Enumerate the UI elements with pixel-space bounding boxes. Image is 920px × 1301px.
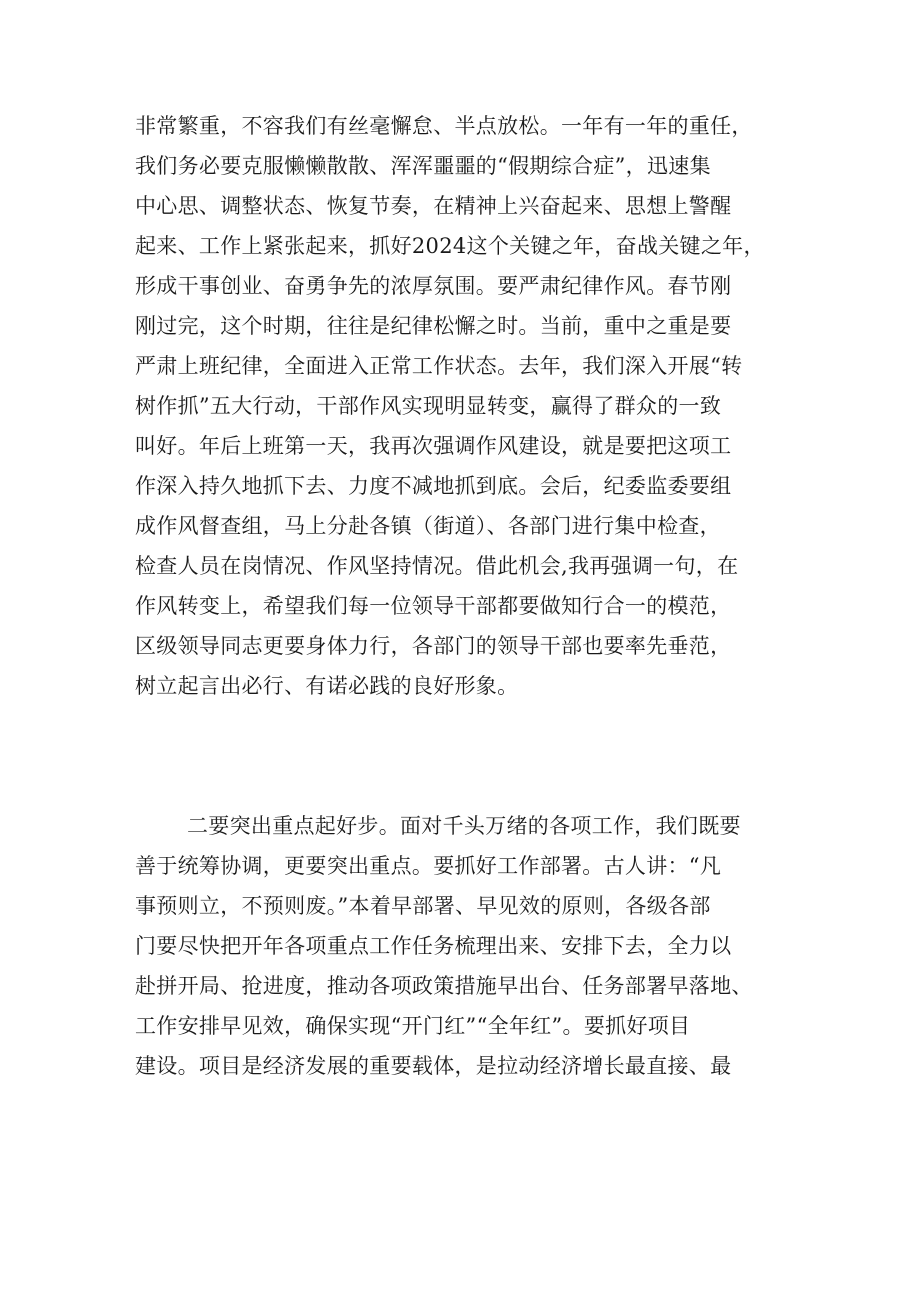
- text-line: 成作风督查组，马上分赴各镇（街道）、各部门进行集中检查，: [135, 514, 721, 538]
- paragraph-discipline: [135, 106, 795, 706]
- text-line: 作风转变上，希望我们每一位领导干部都要做知行合一的模范，: [135, 594, 732, 618]
- text-line-indented: 二要突出重点起好步。面对千头万绪的各项工作，我们既要: [187, 814, 741, 838]
- text-line: 建设。项目是经济发展的重要载体，是拉动经济增长最直接、最: [135, 1054, 732, 1078]
- text-line: 叫好。年后上班第一天，我再次强调作风建设，就是要把这项工: [135, 434, 732, 458]
- text-line: 刚过完，这个时期，往往是纪律松懈之时。当前，重中之重是要: [135, 314, 732, 338]
- text-line: 门要尽快把开年各项重点工作任务梳理出来、安排下去，全力以: [135, 934, 732, 958]
- text-line: 非常繁重，不容我们有丝毫懈怠、半点放松。一年有一年的重任，: [135, 114, 753, 138]
- text-line: 我们务必要克服懒懒散散、浑浑噩噩的“假期综合症”，迅速集: [135, 154, 711, 178]
- text-line: 工作安排早见效，确保实现“开门红”“全年红”。要抓好项目: [135, 1014, 691, 1038]
- text-line: 作深入持久地抓下去、力度不减地抓到底。会后，纪委监委要组: [135, 474, 732, 498]
- text-line: 区级领导同志更要身体力行，各部门的领导干部也要率先垂范，: [135, 634, 732, 658]
- text-line: 善于统筹协调，更要突出重点。要抓好工作部署。古人讲：“凡: [135, 854, 722, 878]
- text-line: 树立起言出必行、有诺必践的良好形象。: [135, 674, 519, 698]
- text-line: 中心思、调整状态、恢复节奏，在精神上兴奋起来、思想上警醒: [135, 194, 732, 218]
- text-line: 形成干事创业、奋勇争先的浓厚氛围。要严肃纪律作风。春节刚: [135, 274, 732, 298]
- text-line: 起来、工作上紧张起来，抓好2024这个关键之年，奋战关键之年，: [135, 234, 765, 258]
- text-line: 检查人员在岗情况、作风坚持情况。借此机会,我再强调一句，在: [135, 554, 739, 578]
- text-line: 严肃上班纪律，全面进入正常工作状态。去年，我们深入开展“转: [135, 354, 743, 378]
- text-line: 树作抓”五大行动，干部作风实现明显转变，赢得了群众的一致: [135, 394, 722, 418]
- text-line: 赴拼开局、抢进度，推动各项政策措施早出台、任务部署早落地、: [135, 974, 753, 998]
- paragraph-focus-priorities: [135, 806, 795, 1086]
- text-line: 事预则立，不预则废。”本着早部署、早见效的原则，各级各部: [135, 894, 711, 918]
